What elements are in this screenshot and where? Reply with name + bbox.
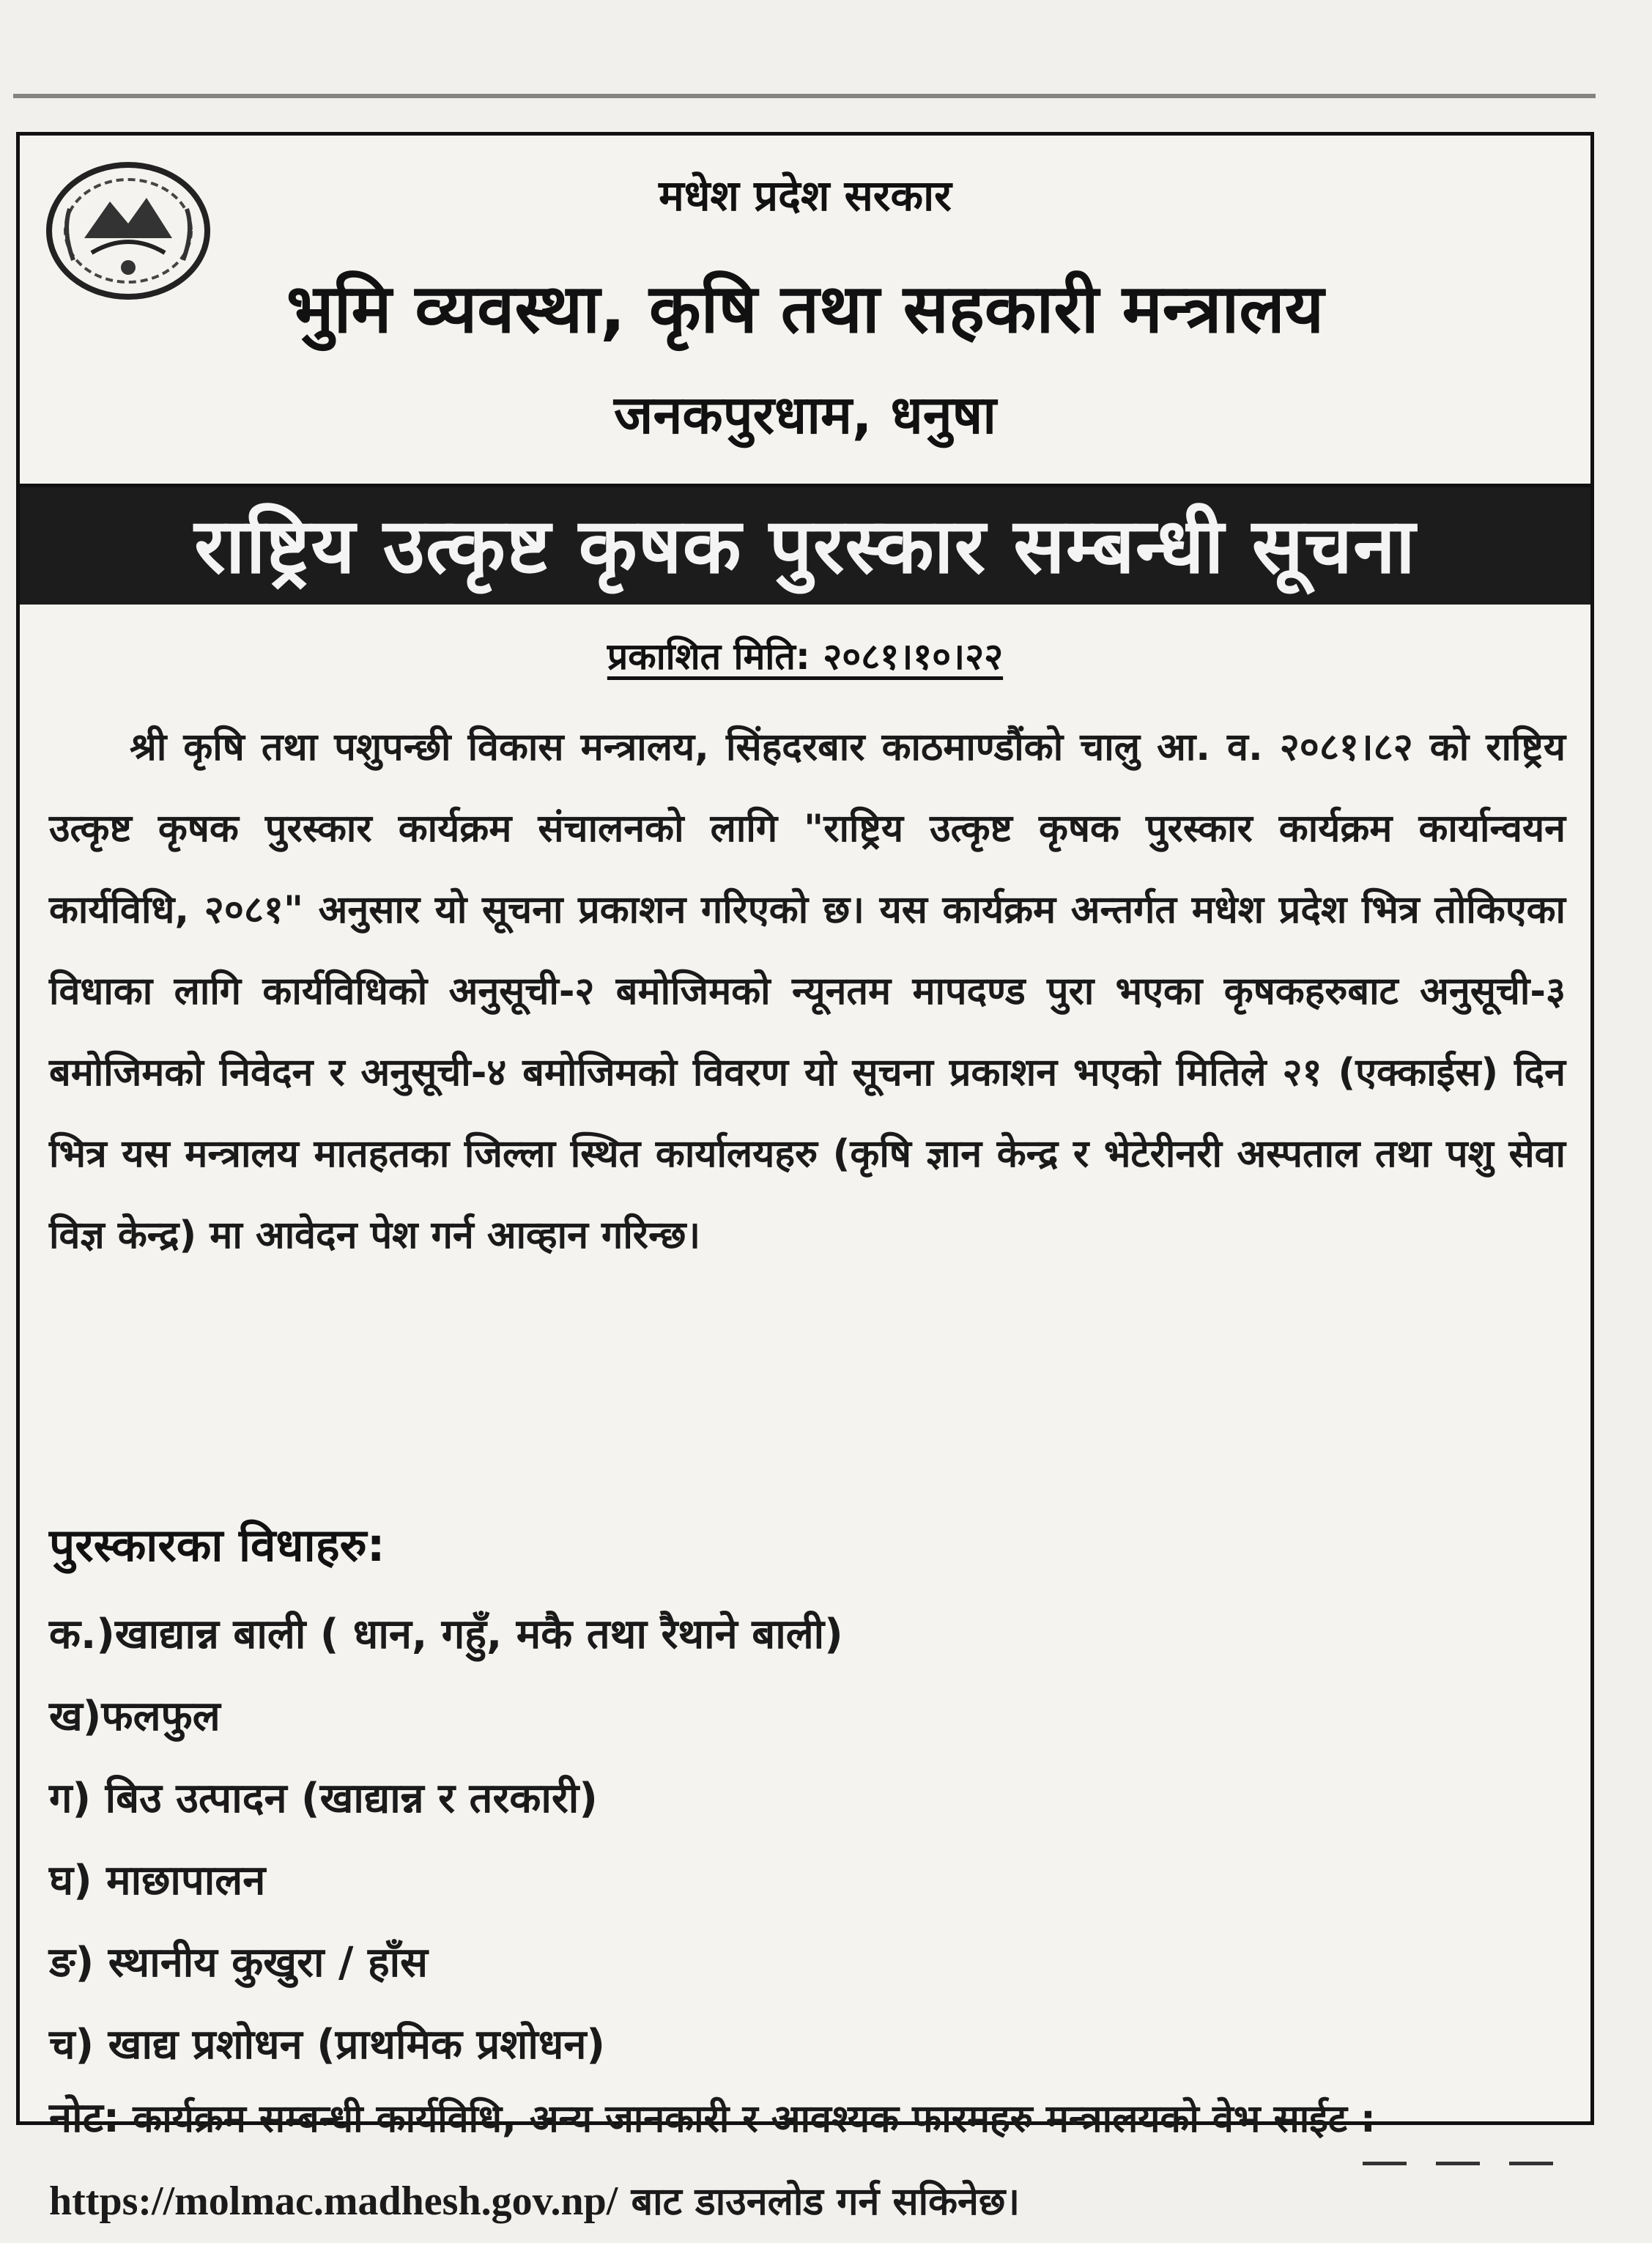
publication-date-text: प्रकाशित मिति: २०८१।१०।२२: [607, 635, 1004, 678]
notice-title-banner: राष्ट्रिय उत्कृष्ट कृषक पुरस्कार सम्बन्धी सूचना: [20, 487, 1590, 605]
scan-mark: [1509, 2162, 1553, 2165]
list-item: ख)फलफुल: [49, 1693, 221, 1740]
scan-mark: [1436, 2162, 1480, 2165]
note-text-after: बाट डाउनलोड गर्न सकिनेछ।: [618, 2180, 1021, 2224]
categories-list: [49, 1594, 843, 2086]
website-link[interactable]: https://molmac.madhesh.gov.np/: [49, 2179, 618, 2224]
note-section: [49, 2077, 1573, 2243]
list-item: ङ) स्थानीय कुखुरा / हाँस: [49, 1939, 429, 1987]
notice-header: [20, 136, 1590, 487]
government-name: मधेश प्रदेश सरकार: [659, 171, 952, 221]
list-item: क.)खाद्यान्न बाली ( धान, गहुँ, मकै तथा रैथाने बाली): [49, 1611, 843, 1658]
list-item: च) खाद्य प्रशोधन (प्राथमिक प्रशोधन): [49, 2021, 606, 2069]
notice-box: [16, 132, 1594, 2224]
list-item: घ) माछापालन: [49, 1857, 266, 1904]
ministry-location: जनकपुरधाम, धनुषा: [614, 384, 996, 446]
note-text-before: कार्यक्रम सम्बन्धी कार्यविधि, अन्य जानकारी र आवश्यक फारमहरु मन्त्रालयको वेभ साईट :: [119, 2097, 1376, 2141]
publication-date: [20, 630, 1590, 680]
note-label: नोट:: [49, 2094, 120, 2142]
scan-edge-line: [13, 94, 1596, 98]
categories-heading: पुरस्कारका विधाहरु:: [49, 1518, 385, 1572]
scan-mark: [1363, 2162, 1407, 2165]
list-item: ग) बिउ उत्पादन (खाद्यान्न र तरकारी): [49, 1775, 598, 1822]
notice-body-paragraph: श्री कृषि तथा पशुपन्छी विकास मन्त्रालय, सिंहदरबार काठमाण्डौंको चालु आ. व. २०८१।८२ को राष्ट्रिय उत्कृष्ट कृषक पुरस्कार कार्यक्रम संचालनको लागि "राष्ट्रिय उत्कृष्ट कृषक पुरस्कार कार्यक्रम कार्यान्वयन कार्यविधि, २०८१" अनुसार यो सूचना प्रकाशन गरिएको छ। यस कार्यक्रम अन्तर्गत मधेश प्रदेश भित्र तोकिएका विधाका लागि कार्यविधिको अनुसूची-२ बमोजिमको न्यूनतम मापदण्ड पुरा भएका कृषकहरुबाट अनुसूची-३ बमोजिमको निवेदन र अनुसूची-४ बमोजिमको विवरण यो सूचना प्रकाशन भएको मितिले २१ (एक्काईस) दिन भित्र यस मन्त्रालय मातहतका जिल्ला स्थित कार्यालयहरु (कृषि ज्ञान केन्द्र र भेटेरीनरी अस्पताल तथा पशु सेवा विज्ञ केन्द्र) मा आवेदन पेश गर्न आव्हान गरिन्छ।: [49, 725, 1566, 1257]
ministry-name: भुमि व्यवस्था, कृषि तथा सहकारी मन्त्रालय: [286, 270, 1325, 348]
